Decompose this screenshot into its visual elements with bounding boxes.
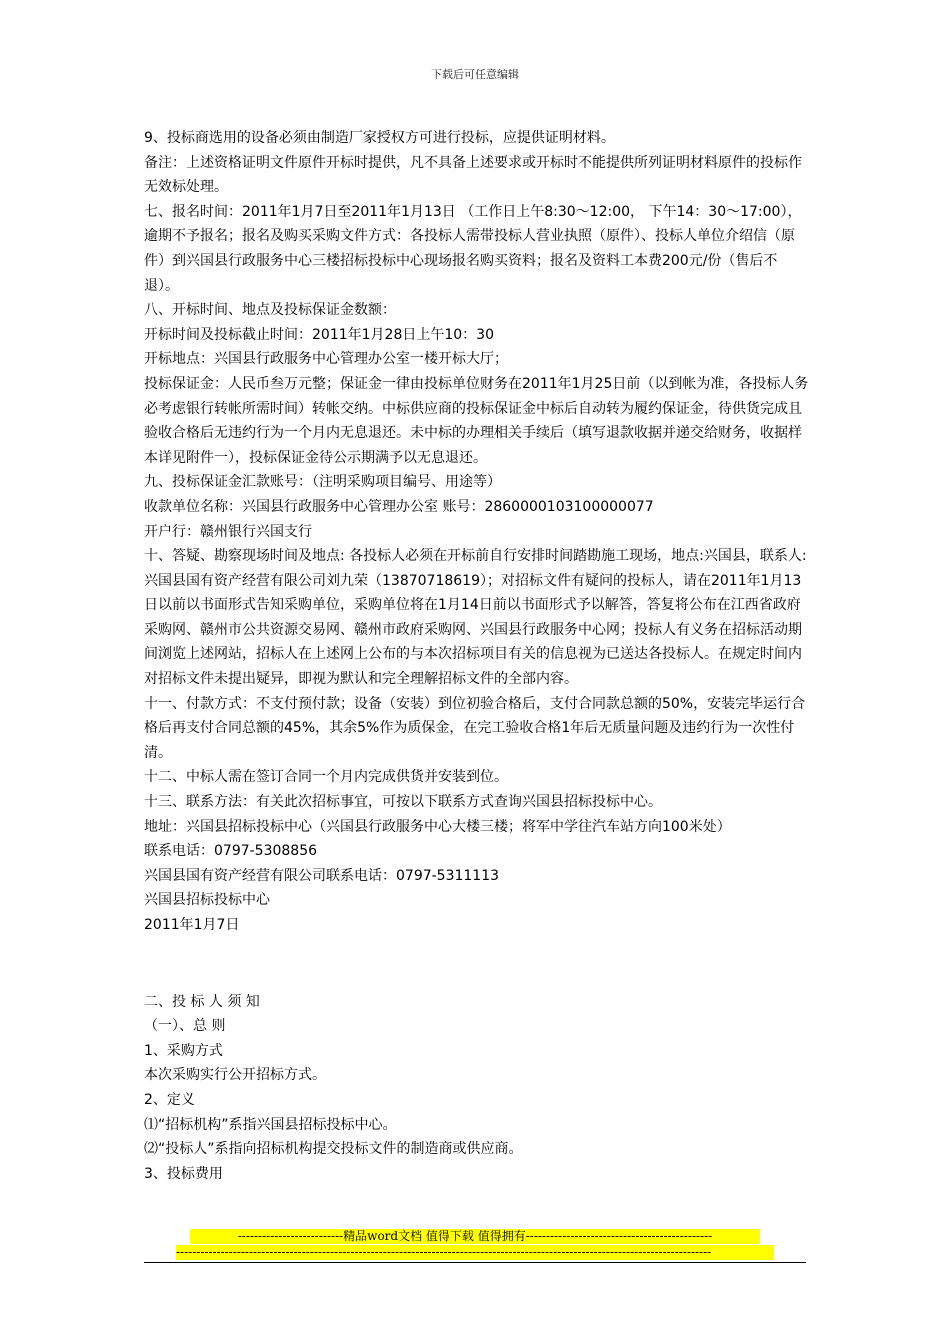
- paragraph-section-11-payment: 十一、付款方式：不支付预付款；设备（安装）到位初验合格后，支付合同款总额的50%，安装完毕运行合格后再支付合同总额的45%，其余5%作为质保金，在完工验收合格1年后无质量问题及违约行为一次性付清。: [144, 695, 806, 761]
- section-gap: [144, 938, 810, 990]
- footer-rule: [144, 1262, 806, 1263]
- paragraph-item-9: 9、投标商选用的设备必须由制造厂家授权方可进行投标，应提供证明材料。: [144, 130, 615, 146]
- paragraph-signature-org: 兴国县招标投标中心: [144, 892, 270, 909]
- section-heading-bidder-instructions: 二、投 标 人 须 知: [144, 993, 260, 1010]
- paragraph-opening-location: 开标地点：兴国县行政服务中心管理办公室一楼开标大厅；: [144, 351, 508, 368]
- paragraph-section-10-qa: 十、答疑、勘察现场时间及地点: 各投标人必须在开标前自行安排时间踏勘施工现场，地点:兴国县，联系人: 兴国县国有资产经营有限公司刘九荣（13870718619）；对招标文件有疑问的投标人，请在2011年1月13日以前以书面形式告知采购单位，采购单位将在1月14日前以书面形式予以解答，答复将公布在江西省政府采购网、赣州市公共资源交易网、赣州市政府采购网、兴国县行政服务中心网；投标人有义务在招标活动期间浏览上述网站，招标人在上述网上公布的与本次招标项目有关的信息视为已送达各投标人。在规定时间内对招标文件未提出疑异，即视为默认和完全理解招标文件的全部内容。: [144, 548, 807, 688]
- document-body: [144, 126, 810, 1186]
- clause-heading-definitions: 2、定义: [144, 1091, 195, 1108]
- paragraph-section-12-delivery: 十二、中标人需在签订合同一个月内完成供货并安装到位。: [144, 769, 508, 786]
- paragraph-section-9-title: 九、投标保证金汇款账号：（注明采购项目编号、用途等）: [144, 474, 501, 491]
- clause-definition-bidder: ⑵“投标人”系指向招标机构提交投标文件的制造商或供应商。: [144, 1141, 523, 1158]
- clause-text-procurement-method: 本次采购实行公开招标方式。: [144, 1067, 326, 1084]
- clause-definition-agency: ⑴“招标机构”系指兴国县招标投标中心。: [144, 1116, 397, 1133]
- clause-heading-bid-cost: 3、投标费用: [144, 1165, 223, 1182]
- paragraph-registration-time: 七、报名时间：2011年1月7日至2011年1月13日 （工作日上午8:30～12:00， 下午14：30～17:00），逾期不予报名；报名及购买采购文件方式：各投标人需带投标人营业执照（原件）、投标人单位介绍信（原件）到兴国县行政服务中心三楼招标投标中心现场报名购买资料；报名及资料工本费200元/份（售后不退）。: [144, 203, 802, 294]
- paragraph-bid-deposit: 投标保证金：人民币叁万元整；保证金一律由投标单位财务在2011年1月25日前（以到帐为准，各投标人务必考虑银行转帐所需时间）转帐交纳。中标供应商的投标保证金中标后自动转为履约保证金，待供货完成且验收合格后无违约行为一个月内无息退还。未中标的办理相关手续后（填写退款收据并递交给财务，收据样本详见附件一），投标保证金待公示期满予以无息退还。: [144, 375, 809, 466]
- paragraph-signature-date: 2011年1月7日: [144, 917, 240, 933]
- page-header: 下载后可任意编辑: [431, 68, 519, 81]
- paragraph-opening-time: 开标时间及投标截止时间：2011年1月28日上午10：30: [144, 326, 494, 343]
- paragraph-phone: 联系电话：0797-5308856: [144, 843, 318, 860]
- paragraph-company-phone: 兴国县国有资产经营有限公司联系电话：0797-5311113: [144, 867, 500, 884]
- paragraph-address: 地址：兴国县招标投标中心（兴国县行政服务中心大楼三楼；将军中学往汽车站方向100米处）: [144, 818, 731, 835]
- footer-banner-line-2: ------------------------------------------------------------------------------------------------------------------------------------: [176, 1245, 774, 1260]
- paragraph-payee-account: 收款单位名称：兴国县行政服务中心管理办公室 账号：2860000103100000077: [144, 498, 654, 515]
- subsection-heading-general: （一）、总 则: [144, 1018, 226, 1035]
- paragraph-section-8-title: 八、开标时间、地点及投标保证金数额：: [144, 302, 396, 319]
- paragraph-section-13-contact: 十三、联系方法：有关此次招标事宜，可按以下联系方式查询兴国县招标投标中心。: [144, 794, 662, 811]
- paragraph-remarks: 备注：上述资格证明文件原件开标时提供，凡不具备上述要求或开标时不能提供所列证明材料原件的投标作无效标处理。: [144, 154, 802, 196]
- footer-banner-line-1: --------------------------精品word文档 值得下载 值得拥有----------------------------------------------: [190, 1229, 760, 1244]
- paragraph-bank: 开户行：赣州银行兴国支行: [144, 523, 312, 540]
- clause-heading-procurement-method: 1、采购方式: [144, 1042, 223, 1059]
